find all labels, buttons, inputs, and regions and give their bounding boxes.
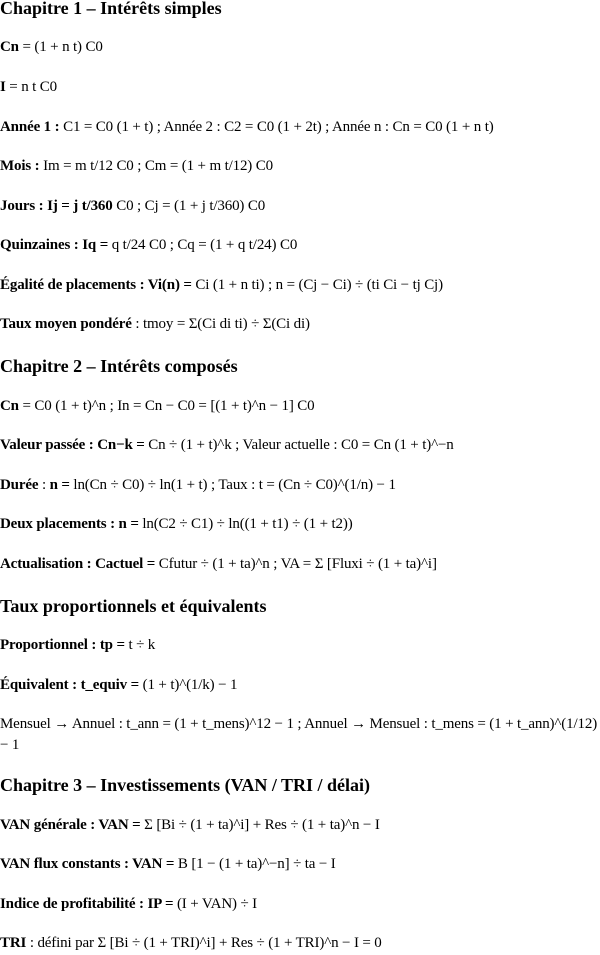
formula-line: Deux placements : n = ln(C2 ÷ C1) ÷ ln((1 + t1) ÷ (1 + t2)) bbox=[0, 516, 353, 532]
formula-line: Équivalent : t_equiv = (1 + t)^(1/k) − 1 bbox=[0, 677, 238, 693]
formula-line: Cn = (1 + n t) C0 bbox=[0, 39, 103, 55]
formula-line: Cn = C0 (1 + t)^n ; In = Cn − C0 = [(1 + t)^n − 1] C0 bbox=[0, 398, 315, 414]
formula-line: Égalité de placements : Vi(n) = Ci (1 + n ti) ; n = (Cj − Ci) ÷ (ti Ci − tj Cj) bbox=[0, 277, 443, 293]
formula-line: Jours : Ij = j t/360 C0 ; Cj = (1 + j t/360) C0 bbox=[0, 198, 266, 214]
section-title: Taux proportionnels et équivalents bbox=[0, 596, 267, 616]
chapter-title: Chapitre 3 – Investissements (VAN / TRI / délai) bbox=[0, 775, 371, 795]
formula-line: Indice de profitabilité : IP = (I + VAN) ÷ I bbox=[0, 896, 257, 912]
formula-line: Quinzaines : Iq = q t/24 C0 ; Cq = (1 + q t/24) C0 bbox=[0, 237, 298, 253]
formula-line: Durée : n = ln(Cn ÷ C0) ÷ ln(1 + t) ; Taux : t = (Cn ÷ C0)^(1/n) − 1 bbox=[0, 477, 396, 493]
formula-line: VAN générale : VAN = Σ [Bi ÷ (1 + ta)^i] + Res ÷ (1 + ta)^n − I bbox=[0, 817, 380, 833]
chapter-title: Chapitre 2 – Intérêts composés bbox=[0, 356, 238, 376]
formula-line: TRI : défini par Σ [Bi ÷ (1 + TRI)^i] + Res ÷ (1 + TRI)^n − I = 0 bbox=[0, 935, 382, 951]
formula-line: Année 1 : C1 = C0 (1 + t) ; Année 2 : C2 = C0 (1 + 2t) ; Année n : Cn = C0 (1 + n t) bbox=[0, 119, 494, 135]
formula-line: Taux moyen pondéré : tmoy = Σ(Ci di ti) ÷ Σ(Ci di) bbox=[0, 316, 310, 332]
formula-line: Valeur passée : Cn−k = Cn ÷ (1 + t)^k ; Valeur actuelle : C0 = Cn (1 + t)^−n bbox=[0, 437, 454, 453]
formula-line: I = n t C0 bbox=[0, 79, 57, 95]
chapter-title: Chapitre 1 – Intérêts simples bbox=[0, 0, 222, 18]
formula-line: Actualisation : Cactuel = Cfutur ÷ (1 + ta)^n ; VA = Σ [Fluxi ÷ (1 + ta)^i] bbox=[0, 556, 437, 572]
formula-line: Proportionnel : tp = t ÷ k bbox=[0, 637, 156, 653]
formula-line: Mois : Im = m t/12 C0 ; Cm = (1 + m t/12) C0 bbox=[0, 158, 273, 174]
formula-line: VAN flux constants : VAN = B [1 − (1 + ta)^−n] ÷ ta − I bbox=[0, 856, 336, 872]
formula-line: Mensuel → Annuel : t_ann = (1 + t_mens)^12 − 1 ; Annuel → Mensuel : t_mens = (1 + t_ann)^(1/12) − 1 bbox=[0, 716, 598, 753]
